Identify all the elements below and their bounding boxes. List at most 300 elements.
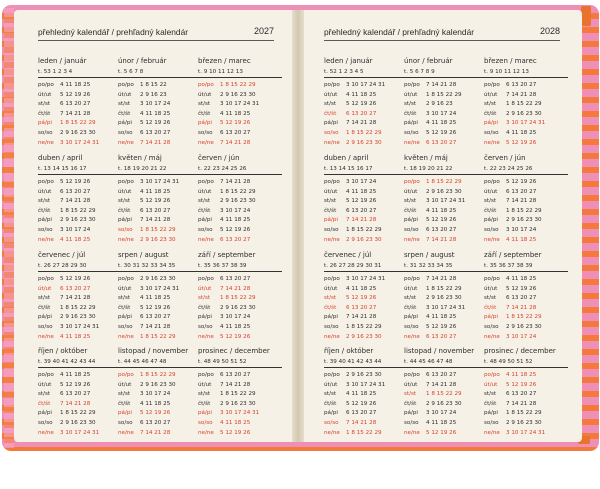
day-numbers: 4 11 18 25 [426, 120, 457, 127]
weekday-label: st/st [324, 198, 337, 205]
weekday-label: út/ut [118, 91, 132, 98]
weekday-row [324, 197, 408, 207]
weekday-label: po/po [404, 372, 420, 378]
weekday-row [324, 91, 408, 101]
weekday-row [484, 304, 568, 314]
day-numbers: 7 14 21 28 [426, 236, 457, 243]
weekday-label: st/st [198, 295, 211, 302]
weekday-row [118, 313, 202, 323]
weekday-row [38, 371, 122, 381]
weekday-row [198, 197, 282, 207]
weekday-label: so/so [38, 323, 53, 330]
weekday-row [324, 178, 408, 188]
day-numbers: 5 12 19 26 [220, 333, 251, 340]
weekday-row [484, 409, 568, 419]
weekday-row [198, 323, 282, 333]
weekday-label: so/so [324, 226, 339, 233]
week-numbers: t. 30 31 32 33 34 35 [118, 261, 202, 272]
month-name: únor / február [404, 57, 453, 65]
page-title: přehledný kalendář / prehľadný kalendár [324, 27, 475, 37]
weekday-label: čt/št [324, 400, 337, 407]
weekday-label: čt/št [198, 110, 211, 117]
weekday-row [484, 81, 568, 91]
weekday-label: so/so [404, 419, 419, 426]
day-numbers: 6 13 20 27 [426, 139, 457, 146]
weekday-label: st/st [484, 391, 497, 398]
day-numbers: 4 11 18 25 [140, 188, 171, 195]
weekday-label: po/po [324, 372, 340, 378]
weekday-row [198, 304, 282, 314]
day-numbers: 2 9 16 23 30 [426, 295, 462, 302]
day-numbers: 6 13 20 27 [220, 236, 251, 243]
weekday-label: st/st [118, 198, 131, 205]
weekday-label: st/st [404, 101, 417, 108]
weekday-row [118, 139, 202, 149]
weekday-label: so/so [484, 323, 499, 330]
day-numbers: 5 12 19 26 [60, 276, 91, 282]
day-numbers: 5 12 19 26 [426, 323, 457, 330]
weekday-label: ne/ne [118, 236, 134, 243]
weekday-label: st/st [38, 295, 51, 302]
weekday-label: so/so [118, 129, 133, 136]
weekday-row [404, 285, 488, 295]
weekday-row [404, 313, 488, 323]
day-numbers: 3 10 17 24 [220, 207, 251, 214]
weekday-label: ne/ne [324, 429, 340, 436]
month-name: květen / máj [118, 154, 162, 162]
day-numbers: 3 10 17 24 31 [60, 139, 100, 146]
weekday-row [324, 390, 408, 400]
month-block [38, 346, 122, 438]
weekday-row [118, 275, 202, 285]
month-block [324, 346, 408, 438]
day-numbers: 6 13 20 27 [506, 391, 537, 398]
weekday-label: ne/ne [198, 333, 214, 340]
weekday-label: pá/pi [404, 120, 418, 127]
weekday-label: po/po [484, 276, 500, 282]
weekday-label: ne/ne [324, 236, 340, 243]
weekday-row [404, 390, 488, 400]
weekday-label: ne/ne [38, 429, 54, 436]
day-numbers: 5 12 19 26 [140, 120, 171, 127]
month-block [118, 346, 202, 438]
weekday-label: ne/ne [484, 429, 500, 436]
weekday-row [198, 275, 282, 285]
weekday-row [118, 91, 202, 101]
day-numbers: 1 8 15 22 29 [220, 82, 256, 88]
weekday-row [324, 100, 408, 110]
weekday-label: so/so [404, 323, 419, 330]
day-numbers: 2 9 16 23 30 [346, 333, 382, 340]
day-numbers: 7 14 21 28 [346, 120, 377, 127]
weekday-row [484, 323, 568, 333]
weekday-row [484, 226, 568, 236]
month-block [198, 346, 282, 438]
weekday-row [324, 119, 408, 129]
day-numbers: 3 10 17 24 [140, 391, 171, 398]
day-numbers: 7 14 21 28 [346, 419, 377, 426]
day-numbers: 6 13 20 27 [346, 410, 377, 417]
weekday-row [484, 129, 568, 139]
weekday-label: ne/ne [404, 429, 420, 436]
weekday-label: út/ut [198, 188, 212, 195]
weekday-row [484, 429, 568, 439]
weekday-row [324, 400, 408, 410]
day-numbers: 3 10 17 24 31 [506, 429, 546, 436]
weekday-label: st/st [404, 391, 417, 398]
weekday-row [484, 313, 568, 323]
left-page-header [38, 26, 274, 41]
day-numbers: 5 12 19 26 [60, 91, 91, 98]
day-numbers: 6 13 20 27 [60, 285, 91, 292]
weekday-label: pá/pi [484, 410, 498, 417]
weekday-row [198, 313, 282, 323]
day-numbers: 5 12 19 26 [140, 410, 171, 417]
weekday-row [198, 381, 282, 391]
day-numbers: 4 11 18 25 [346, 391, 377, 398]
day-numbers: 4 11 18 25 [506, 129, 537, 136]
weekday-label: út/ut [404, 285, 418, 292]
day-numbers: 3 10 17 24 [140, 101, 171, 108]
month-block [404, 250, 488, 342]
weekday-label: so/so [484, 129, 499, 136]
weekday-label: st/st [484, 295, 497, 302]
weekday-label: so/so [198, 226, 213, 233]
day-numbers: 4 11 18 25 [140, 400, 171, 407]
day-numbers: 4 11 18 25 [346, 188, 377, 195]
day-numbers: 7 14 21 28 [140, 217, 171, 224]
weekday-label: út/ut [38, 285, 52, 292]
day-numbers: 5 12 19 26 [140, 304, 171, 311]
day-numbers: 5 12 19 26 [506, 381, 537, 388]
weekday-label: pá/pi [324, 217, 338, 224]
weekday-row [38, 275, 122, 285]
day-numbers: 4 11 18 25 [346, 285, 377, 292]
day-numbers: 4 11 18 25 [506, 276, 537, 282]
weekday-row [38, 216, 122, 226]
weekday-row [324, 419, 408, 429]
weekday-label: pá/pi [404, 410, 418, 417]
weekday-label: pá/pi [118, 314, 132, 321]
day-numbers: 3 10 17 24 31 [506, 120, 546, 127]
weekday-label: st/st [38, 198, 51, 205]
weekday-label: po/po [484, 82, 500, 88]
weekday-row [484, 371, 568, 381]
day-numbers: 1 8 15 22 29 [60, 207, 96, 214]
day-numbers: 1 8 15 22 29 [426, 91, 462, 98]
weekday-label: čt/št [324, 304, 337, 311]
day-numbers: 7 14 21 28 [60, 110, 91, 117]
weekday-label: so/so [324, 323, 339, 330]
weekday-row [118, 409, 202, 419]
weekday-label: po/po [404, 179, 420, 185]
weekday-label: pá/pi [118, 120, 132, 127]
day-numbers: 2 9 16 23 30 [60, 314, 96, 321]
weekday-row [404, 333, 488, 343]
weekday-label: út/ut [118, 381, 132, 388]
day-numbers: 4 11 18 25 [220, 323, 251, 330]
month-name: březen / marec [484, 57, 537, 65]
weekday-label: st/st [198, 101, 211, 108]
week-numbers: t. 9 10 11 12 13 [198, 67, 282, 78]
day-numbers: 2 9 16 23 30 [60, 217, 96, 224]
weekday-row [484, 197, 568, 207]
month-block [118, 153, 202, 245]
weekday-row [38, 197, 122, 207]
day-numbers: 1 8 15 22 29 [426, 285, 462, 292]
weekday-label: st/st [404, 295, 417, 302]
weekday-row [404, 216, 488, 226]
weekday-label: pá/pi [38, 217, 52, 224]
day-numbers: 1 8 15 22 29 [346, 323, 382, 330]
day-numbers: 1 8 15 22 29 [346, 226, 382, 233]
weekday-label: ne/ne [404, 139, 420, 146]
weekday-label: čt/št [118, 304, 131, 311]
weekday-label: so/so [38, 419, 53, 426]
weekday-row [324, 371, 408, 381]
weekday-label: st/st [198, 391, 211, 398]
weekday-row [38, 304, 122, 314]
weekday-row [324, 323, 408, 333]
weekday-label: čt/št [404, 110, 417, 117]
weekday-label: po/po [38, 372, 54, 378]
day-numbers: 3 10 17 24 31 [140, 179, 180, 185]
week-numbers: t. 53 1 2 3 4 [38, 67, 122, 78]
month-block [38, 153, 122, 245]
day-numbers: 2 9 16 23 30 [426, 188, 462, 195]
day-numbers: 7 14 21 28 [506, 91, 537, 98]
weekday-row [404, 236, 488, 246]
weekday-row [38, 429, 122, 439]
weekday-label: st/st [324, 101, 337, 108]
day-numbers: 6 13 20 27 [60, 101, 91, 108]
weekday-label: ne/ne [404, 333, 420, 340]
weekday-label: út/ut [198, 381, 212, 388]
weekday-label: so/so [404, 226, 419, 233]
day-numbers: 1 8 15 22 [140, 82, 167, 88]
weekday-label: út/ut [324, 91, 338, 98]
weekday-label: út/ut [484, 188, 498, 195]
day-numbers: 3 10 17 24 31 [426, 198, 466, 205]
weekday-label: so/so [118, 323, 133, 330]
weekday-label: st/st [38, 101, 51, 108]
weekday-row [198, 333, 282, 343]
weekday-label: pá/pi [404, 217, 418, 224]
weekday-row [484, 419, 568, 429]
weekday-row [198, 400, 282, 410]
day-numbers: 2 9 16 23 30 [346, 372, 382, 378]
month-block [484, 153, 568, 245]
weekday-label: út/ut [38, 91, 52, 98]
day-numbers: 4 11 18 25 [60, 372, 91, 378]
month-block [198, 56, 282, 148]
week-numbers: t. 5 6 7 8 9 [404, 67, 488, 78]
day-numbers: 6 13 20 27 [346, 304, 377, 311]
day-numbers: 6 13 20 27 [426, 226, 457, 233]
weekday-label: pá/pi [484, 217, 498, 224]
weekday-row [118, 119, 202, 129]
weekday-row [118, 197, 202, 207]
day-numbers: 2 9 16 23 30 [220, 304, 256, 311]
weekday-row [38, 313, 122, 323]
day-numbers: 5 12 19 26 [220, 226, 251, 233]
day-numbers: 7 14 21 28 [506, 198, 537, 205]
day-numbers: 1 8 15 22 29 [220, 391, 256, 398]
day-numbers: 5 12 19 26 [220, 429, 251, 436]
weekday-row [118, 216, 202, 226]
weekday-label: čt/št [404, 400, 417, 407]
weekday-label: út/ut [324, 285, 338, 292]
weekday-row [404, 304, 488, 314]
weekday-row [198, 91, 282, 101]
day-numbers: 3 10 17 24 31 [426, 304, 466, 311]
weekday-row [404, 91, 488, 101]
weekday-row [38, 419, 122, 429]
week-numbers: t. 22 23 24 25 26 [198, 164, 282, 175]
weekday-label: so/so [324, 419, 339, 426]
weekday-label: po/po [198, 372, 214, 378]
weekday-label: po/po [118, 82, 134, 88]
weekday-label: út/ut [404, 91, 418, 98]
weekday-row [118, 429, 202, 439]
weekday-label: po/po [324, 276, 340, 282]
weekday-label: so/so [38, 226, 53, 233]
weekday-row [324, 285, 408, 295]
month-name: listopad / november [118, 347, 189, 355]
month-block [324, 153, 408, 245]
day-numbers: 1 8 15 22 29 [506, 314, 542, 321]
day-numbers: 6 13 20 27 [346, 110, 377, 117]
day-numbers: 7 14 21 28 [220, 179, 251, 185]
weekday-row [404, 381, 488, 391]
day-numbers: 2 9 16 23 30 [220, 400, 256, 407]
weekday-label: ne/ne [118, 429, 134, 436]
weekday-row [118, 285, 202, 295]
day-numbers: 6 13 20 27 [60, 188, 91, 195]
day-numbers: 7 14 21 28 [220, 381, 251, 388]
weekday-row [484, 110, 568, 120]
weekday-label: po/po [198, 276, 214, 282]
day-numbers: 3 10 17 24 31 [140, 285, 180, 292]
day-numbers: 7 14 21 28 [426, 276, 457, 282]
day-numbers: 3 10 17 24 31 [60, 323, 100, 330]
weekday-label: pá/pi [38, 410, 52, 417]
month-name: červen / jún [198, 154, 240, 162]
month-block [484, 56, 568, 148]
weekday-row [38, 226, 122, 236]
weekday-label: so/so [38, 129, 53, 136]
week-numbers: t. 35 36 37 38 39 [198, 261, 282, 272]
weekday-row [484, 216, 568, 226]
year-label: 2027 [253, 26, 274, 36]
day-numbers: 7 14 21 28 [346, 314, 377, 321]
day-numbers: 1 8 15 22 29 [346, 429, 382, 436]
day-numbers: 2 9 16 23 30 [506, 323, 542, 330]
weekday-row [198, 207, 282, 217]
day-numbers: 2 9 16 23 [140, 91, 167, 98]
weekday-label: st/st [324, 391, 337, 398]
weekday-label: čt/št [118, 400, 131, 407]
day-numbers: 2 9 16 23 [426, 101, 453, 108]
weekday-label: út/ut [198, 285, 212, 292]
weekday-label: st/st [118, 295, 131, 302]
weekday-row [324, 236, 408, 246]
weekday-row [118, 381, 202, 391]
day-numbers: 3 10 17 24 31 [346, 82, 386, 88]
weekday-row [404, 419, 488, 429]
weekday-label: po/po [38, 276, 54, 282]
weekday-row [38, 207, 122, 217]
weekday-label: čt/št [38, 400, 51, 407]
day-numbers: 3 10 17 24 [506, 333, 537, 340]
month-name: únor / február [118, 57, 167, 65]
day-numbers: 3 10 17 24 [426, 410, 457, 417]
day-numbers: 6 13 20 27 [426, 372, 457, 378]
weekday-row [404, 139, 488, 149]
week-numbers: t. 52 1 2 3 4 5 [324, 67, 408, 78]
weekday-row [484, 275, 568, 285]
day-numbers: 5 12 19 26 [346, 198, 377, 205]
week-numbers: t. 39 40 41 42 43 44 [38, 357, 122, 368]
weekday-row [38, 91, 122, 101]
weekday-label: pá/pi [198, 217, 212, 224]
day-numbers: 2 9 16 23 30 [426, 400, 462, 407]
day-numbers: 3 10 17 24 [506, 226, 537, 233]
month-block [198, 153, 282, 245]
week-numbers: t. 26 27 28 29 30 [38, 261, 122, 272]
day-numbers: 6 13 20 27 [506, 82, 537, 88]
weekday-row [118, 400, 202, 410]
day-numbers: 1 8 15 22 29 [60, 120, 96, 127]
weekday-row [38, 323, 122, 333]
day-numbers: 3 10 17 24 [220, 314, 251, 321]
weekday-label: út/ut [38, 188, 52, 195]
week-numbers: t. 9 10 11 12 13 [484, 67, 568, 78]
month-name: prosinec / december [484, 347, 556, 355]
day-numbers: 2 9 16 23 30 [220, 91, 256, 98]
weekday-row [198, 409, 282, 419]
day-numbers: 7 14 21 28 [60, 295, 91, 302]
weekday-row [38, 81, 122, 91]
day-numbers: 5 12 19 26 [346, 295, 377, 302]
weekday-row [198, 419, 282, 429]
day-numbers: 5 12 19 26 [426, 217, 457, 224]
weekday-row [118, 390, 202, 400]
year-label: 2028 [539, 26, 560, 36]
weekday-row [38, 110, 122, 120]
weekday-row [198, 119, 282, 129]
day-numbers: 1 8 15 22 29 [506, 101, 542, 108]
weekday-label: út/ut [484, 381, 498, 388]
day-numbers: 2 9 16 23 30 [346, 139, 382, 146]
weekday-row [404, 129, 488, 139]
month-block [38, 56, 122, 148]
weekday-row [404, 197, 488, 207]
weekday-row [198, 371, 282, 381]
weekday-row [118, 188, 202, 198]
day-numbers: 3 10 17 24 31 [346, 276, 386, 282]
day-numbers: 5 12 19 26 [426, 429, 457, 436]
weekday-row [404, 275, 488, 285]
week-numbers: t. 39 40 41 42 43 44 [324, 357, 408, 368]
weekday-label: so/so [324, 129, 339, 136]
month-name: duben / april [38, 154, 83, 162]
weekday-row [118, 110, 202, 120]
weekday-row [324, 313, 408, 323]
weekday-row [404, 119, 488, 129]
weekday-row [38, 294, 122, 304]
weekday-row [404, 294, 488, 304]
